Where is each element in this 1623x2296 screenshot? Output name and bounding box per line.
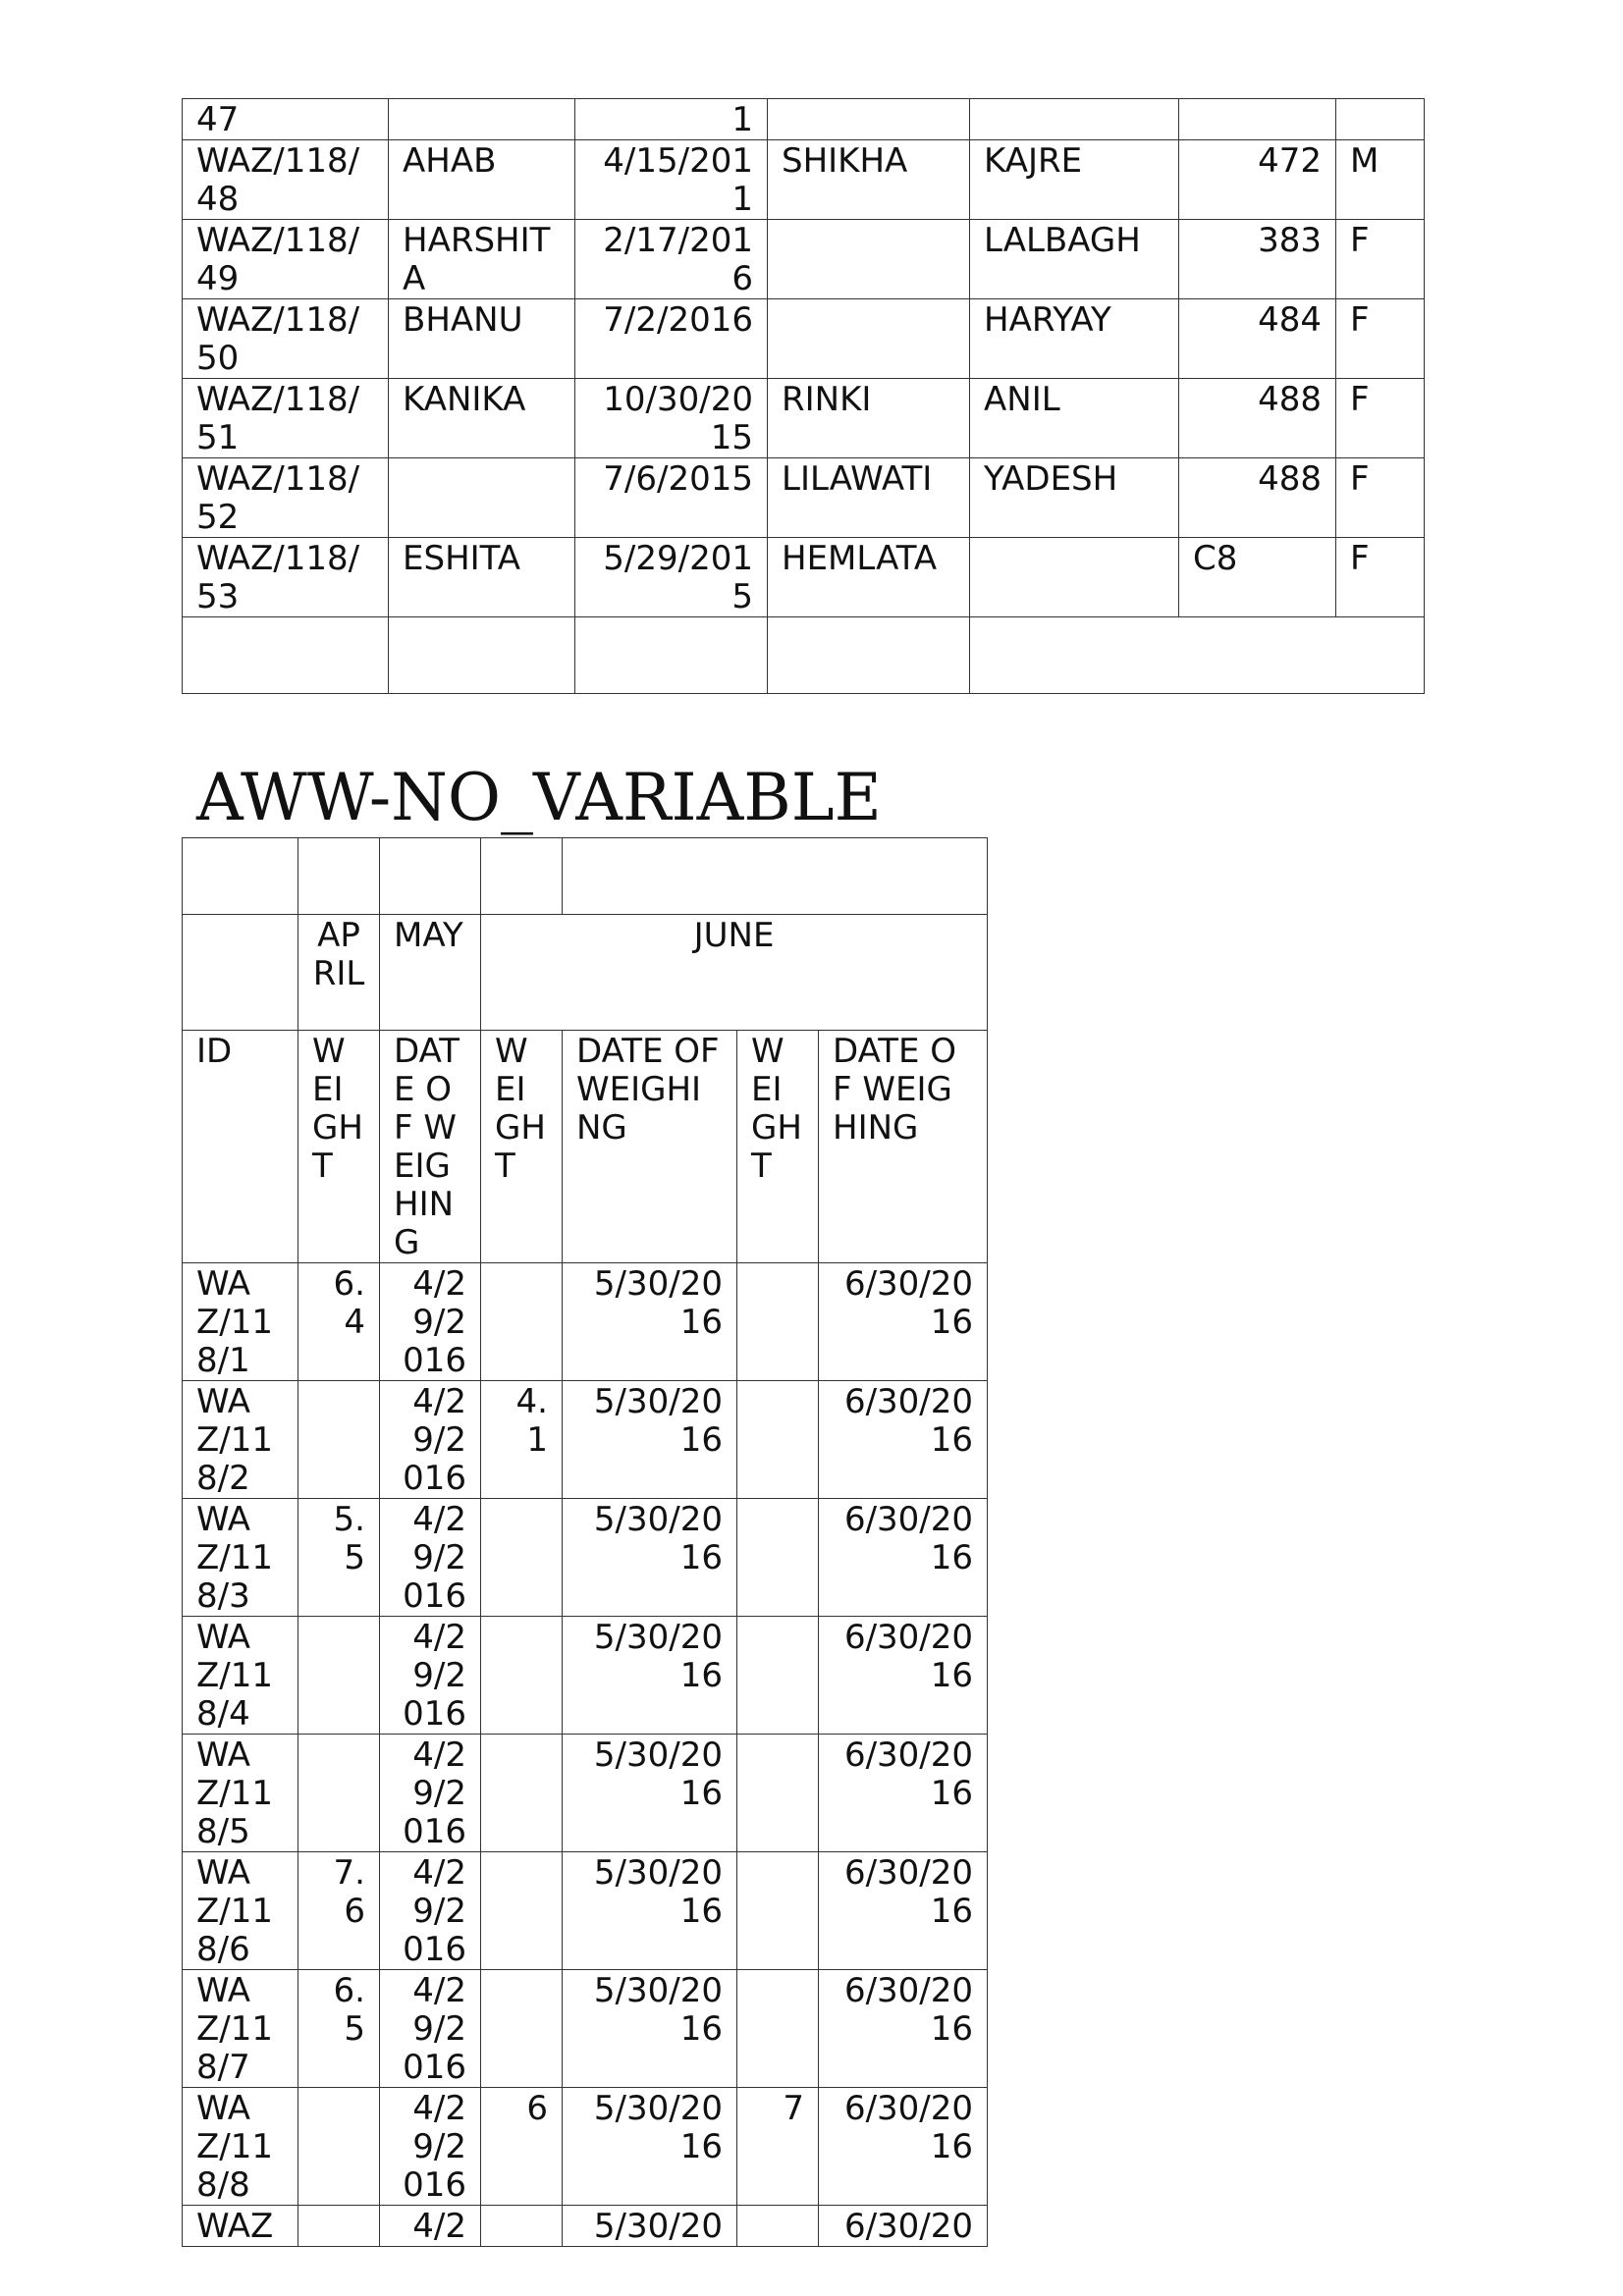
table-row bbox=[183, 299, 1425, 379]
cell-date: 5/30/2016 bbox=[563, 1852, 737, 1970]
cell-mother: SHIKHA bbox=[768, 140, 970, 220]
cell-mother bbox=[768, 99, 970, 140]
cell-date: 4/29/2016 bbox=[380, 1381, 481, 1499]
table-row bbox=[183, 458, 1425, 538]
table-row bbox=[183, 1381, 988, 1499]
cell-name bbox=[389, 99, 575, 140]
cell-father: ANIL bbox=[970, 379, 1179, 458]
cell-id: WAZ/118/52 bbox=[183, 458, 389, 538]
cell-father: KAJRE bbox=[970, 140, 1179, 220]
cell-weight bbox=[298, 1735, 380, 1852]
cell-sex: F bbox=[1336, 379, 1425, 458]
cell-date: 5/30/2016 bbox=[563, 1617, 737, 1735]
cell-weight: 7.6 bbox=[298, 1852, 380, 1970]
cell-mother bbox=[768, 299, 970, 379]
cell-date: 6/30/2016 bbox=[819, 1499, 988, 1617]
table-row bbox=[183, 1499, 988, 1617]
cell-date: 6/30/2016 bbox=[819, 1381, 988, 1499]
cell-date: 4/29/2016 bbox=[380, 1499, 481, 1617]
cell-name: HARSHITA bbox=[389, 220, 575, 299]
empty-cell bbox=[298, 838, 380, 915]
cell-weight: 6.4 bbox=[298, 1263, 380, 1381]
cell-date: 5/30/2016 bbox=[563, 1381, 737, 1499]
cell-weight bbox=[737, 1735, 819, 1852]
cell-weight: 4.1 bbox=[481, 1381, 563, 1499]
header-date-may: DATE OF WEIGHING bbox=[380, 1031, 481, 1263]
empty-cell bbox=[183, 838, 298, 915]
cell-weight bbox=[298, 1617, 380, 1735]
cell-father bbox=[970, 538, 1179, 617]
cell-date: 4/29/2016 bbox=[380, 1263, 481, 1381]
cell-id: WAZ bbox=[183, 2206, 298, 2247]
table-row bbox=[183, 1617, 988, 1735]
month-header-row bbox=[183, 915, 988, 1031]
table-row bbox=[183, 99, 1425, 140]
cell-date: 6/30/2016 bbox=[819, 1852, 988, 1970]
cell-sex: F bbox=[1336, 458, 1425, 538]
cell-id: WAZ/118/7 bbox=[183, 1970, 298, 2088]
cell-father: YADESH bbox=[970, 458, 1179, 538]
table-row bbox=[183, 2206, 988, 2247]
cell-father bbox=[970, 99, 1179, 140]
cell-weight bbox=[737, 1381, 819, 1499]
cell-number: 484 bbox=[1179, 299, 1336, 379]
table-row bbox=[183, 1263, 988, 1381]
header-weight-april: WEIGHT bbox=[298, 1031, 380, 1263]
cell-number: 488 bbox=[1179, 379, 1336, 458]
empty-cell bbox=[389, 617, 575, 694]
cell-name: ESHITA bbox=[389, 538, 575, 617]
cell-id: WAZ/118/1 bbox=[183, 1263, 298, 1381]
cell-weight bbox=[481, 1617, 563, 1735]
cell-weight bbox=[298, 2088, 380, 2206]
column-header-row bbox=[183, 1031, 988, 1263]
cell-sex: M bbox=[1336, 140, 1425, 220]
cell-date: 5/30/2016 bbox=[563, 1499, 737, 1617]
cell-date: 6/30/2016 bbox=[819, 1263, 988, 1381]
cell-weight: 5.5 bbox=[298, 1499, 380, 1617]
cell-weight bbox=[298, 2206, 380, 2247]
cell-sex: F bbox=[1336, 220, 1425, 299]
cell-date: 4/29/2016 bbox=[380, 1852, 481, 1970]
cell-date: 4/29/2016 bbox=[380, 2088, 481, 2206]
table-row bbox=[183, 2088, 988, 2206]
cell-date: 6/30/2016 bbox=[819, 1970, 988, 2088]
table-row bbox=[183, 1970, 988, 2088]
month-may: MAY bbox=[380, 915, 481, 1031]
cell-id: WAZ/118/53 bbox=[183, 538, 389, 617]
cell-date: 4/29/2016 bbox=[380, 1970, 481, 2088]
cell-name: KANIKA bbox=[389, 379, 575, 458]
cell-weight bbox=[737, 1970, 819, 2088]
cell-id: WAZ/118/8 bbox=[183, 2088, 298, 2206]
blank-header-row bbox=[183, 838, 988, 915]
cell-number: 488 bbox=[1179, 458, 1336, 538]
empty-cell bbox=[481, 838, 563, 915]
cell-date: 6/30/2016 bbox=[819, 2088, 988, 2206]
cell-weight bbox=[737, 1852, 819, 1970]
table-row-empty bbox=[183, 617, 1425, 694]
empty-cell bbox=[768, 617, 970, 694]
top-records-table bbox=[182, 98, 1425, 694]
header-weight-june: WEIGHT bbox=[737, 1031, 819, 1263]
cell-weight bbox=[481, 1499, 563, 1617]
cell-date: 5/30/2016 bbox=[563, 1970, 737, 2088]
cell-mother bbox=[768, 220, 970, 299]
cell-number: C8 bbox=[1179, 538, 1336, 617]
cell-id: WAZ/118/50 bbox=[183, 299, 389, 379]
table-row bbox=[183, 1852, 988, 1970]
cell-name: BHANU bbox=[389, 299, 575, 379]
weight-records-table bbox=[182, 837, 988, 2247]
cell-date: 5/30/2016 bbox=[563, 2088, 737, 2206]
cell-number: 472 bbox=[1179, 140, 1336, 220]
cell-id: WAZ/118/5 bbox=[183, 1735, 298, 1852]
cell-date: 6/30/2016 bbox=[819, 1735, 988, 1852]
cell-weight bbox=[298, 1381, 380, 1499]
cell-sex bbox=[1336, 99, 1425, 140]
month-june: JUNE bbox=[481, 915, 988, 1031]
cell-date: 4/29/2016 bbox=[380, 1735, 481, 1852]
cell-id: WAZ/118/2 bbox=[183, 1381, 298, 1499]
cell-name bbox=[389, 458, 575, 538]
cell-mother: RINKI bbox=[768, 379, 970, 458]
cell-weight bbox=[481, 1852, 563, 1970]
cell-dob: 10/30/2015 bbox=[575, 379, 768, 458]
header-date-june-2: DATE OF WEIGHING bbox=[819, 1031, 988, 1263]
cell-dob: 7/2/2016 bbox=[575, 299, 768, 379]
cell-weight bbox=[737, 1617, 819, 1735]
cell-weight bbox=[481, 2206, 563, 2247]
cell-id: WAZ/118/51 bbox=[183, 379, 389, 458]
cell-mother: HEMLATA bbox=[768, 538, 970, 617]
cell-id: WAZ/118/48 bbox=[183, 140, 389, 220]
cell-date: 5/30/2016 bbox=[563, 1263, 737, 1381]
cell-weight: 6.5 bbox=[298, 1970, 380, 2088]
cell-name: AHAB bbox=[389, 140, 575, 220]
table-row bbox=[183, 538, 1425, 617]
table-row bbox=[183, 1735, 988, 1852]
cell-id: WAZ/118/49 bbox=[183, 220, 389, 299]
cell-weight: 6 bbox=[481, 2088, 563, 2206]
cell-id: WAZ/118/6 bbox=[183, 1852, 298, 1970]
cell-date: 5/30/2016 bbox=[563, 1735, 737, 1852]
empty-cell bbox=[380, 838, 481, 915]
empty-cell bbox=[183, 915, 298, 1031]
cell-number: 383 bbox=[1179, 220, 1336, 299]
cell-sex: F bbox=[1336, 538, 1425, 617]
empty-cell bbox=[575, 617, 768, 694]
cell-father: HARYAY bbox=[970, 299, 1179, 379]
cell-weight bbox=[737, 2206, 819, 2247]
month-april: APRIL bbox=[298, 915, 380, 1031]
cell-date: 6/30/20 bbox=[819, 2206, 988, 2247]
cell-date: 4/2 bbox=[380, 2206, 481, 2247]
cell-id: 47 bbox=[183, 99, 389, 140]
cell-dob: 5/29/2015 bbox=[575, 538, 768, 617]
header-weight-may: WEIGHT bbox=[481, 1031, 563, 1263]
cell-weight bbox=[481, 1970, 563, 2088]
cell-date: 5/30/20 bbox=[563, 2206, 737, 2247]
empty-cell bbox=[970, 617, 1425, 694]
cell-id: WAZ/118/3 bbox=[183, 1499, 298, 1617]
cell-number bbox=[1179, 99, 1336, 140]
cell-weight: 7 bbox=[737, 2088, 819, 2206]
cell-weight bbox=[481, 1735, 563, 1852]
cell-date: 4/29/2016 bbox=[380, 1617, 481, 1735]
cell-father: LALBAGH bbox=[970, 220, 1179, 299]
cell-weight bbox=[737, 1263, 819, 1381]
table-row bbox=[183, 379, 1425, 458]
cell-mother: LILAWATI bbox=[768, 458, 970, 538]
cell-dob: 7/6/2015 bbox=[575, 458, 768, 538]
empty-cell bbox=[563, 838, 988, 915]
cell-dob: 1 bbox=[575, 99, 768, 140]
table-row bbox=[183, 220, 1425, 299]
empty-cell bbox=[183, 617, 389, 694]
cell-weight bbox=[481, 1263, 563, 1381]
table-row bbox=[183, 140, 1425, 220]
cell-date: 6/30/2016 bbox=[819, 1617, 988, 1735]
header-date-june-1: DATE OF WEIGHING bbox=[563, 1031, 737, 1263]
cell-id: WAZ/118/4 bbox=[183, 1617, 298, 1735]
cell-dob: 2/17/2016 bbox=[575, 220, 768, 299]
cell-dob: 4/15/2011 bbox=[575, 140, 768, 220]
cell-weight bbox=[737, 1499, 819, 1617]
cell-sex: F bbox=[1336, 299, 1425, 379]
header-id: ID bbox=[183, 1031, 298, 1263]
section-heading: AWW-NO_VARIABLE bbox=[196, 760, 882, 835]
